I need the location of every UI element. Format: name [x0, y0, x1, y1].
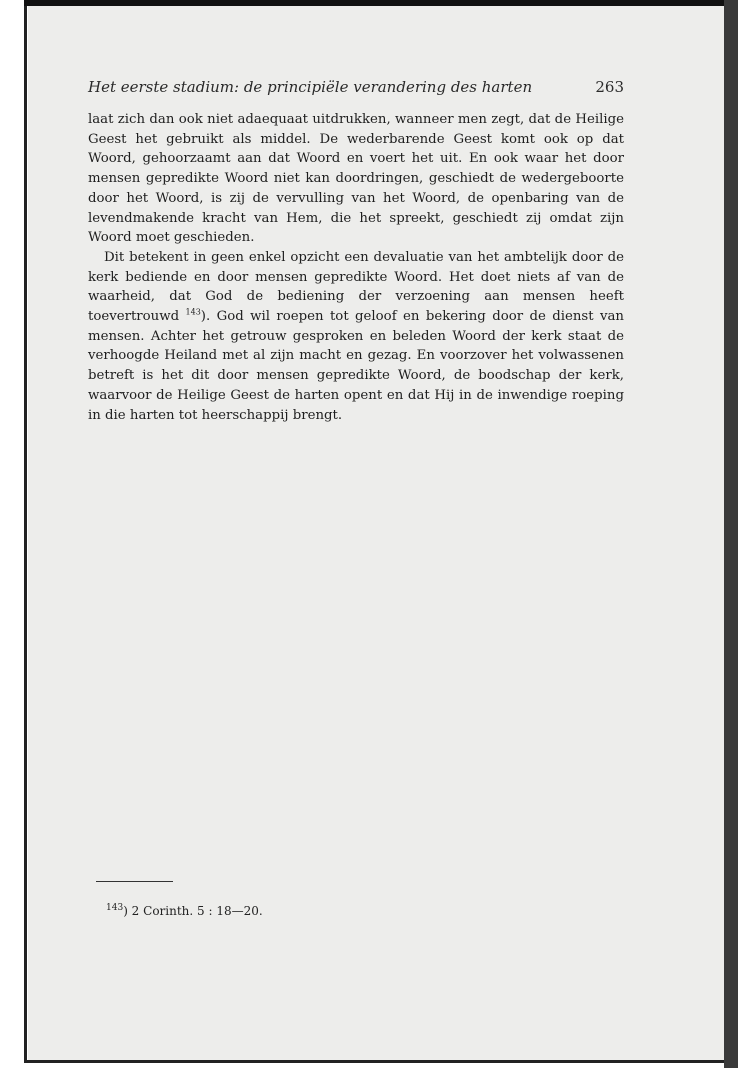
- footnote-text: ) 2 Corinth. 5 : 18—20.: [123, 904, 263, 918]
- paragraph-2: [88, 248, 624, 425]
- page-number: 263: [595, 78, 624, 96]
- running-head: [88, 78, 624, 102]
- footnote-rule: [96, 881, 173, 882]
- paragraph-2-part-1: Dit betekent in geen enkel opzicht een devaluatie van het ambtelijk door de kerk bediende en door mensen gepredikte Woord. Het doet niets af van de waarheid, dat God de bediening der verzoening aan mensen heeft toevertrouwd: [88, 249, 624, 325]
- paragraph-2-part-2: ). God wil roepen tot geloof en bekering door de dienst van mensen. Achter het getrouw gesproken en beleden Woord der kerk staat de verhoogde Heiland met al zijn macht en gezag. En voorzover het volwassenen betreft is het dit door mensen gepredikte Woord, de boodschap der kerk, waarvoor de Heilige Geest de harten opent en dat Hij in de inwendige roeping in die harten tot heerschappij brengt.: [88, 309, 624, 423]
- footnote: [106, 904, 263, 918]
- book-page: [28, 6, 724, 1060]
- running-title: Het eerste stadium: de principiële verandering des harten: [88, 78, 533, 96]
- footnote-number: 143: [106, 903, 124, 913]
- scan-right-edge: [724, 0, 738, 1068]
- scan-left-margin: [0, 0, 24, 1068]
- body-text: [88, 110, 624, 425]
- footnote-reference: 143: [185, 307, 201, 317]
- paragraph-1: laat zich dan ook niet adaequaat uitdrukken, wanneer men zegt, dat de Heilige Geest het gebruikt als middel. De wederbarende Geest komt ook op dat Woord, gehoorzaamt aan dat Woord en voert het uit. En ook waar het door mensen gepredikte Woord niet kan doordringen, geschiedt de wedergeboorte door het Woord, is zij de vervulling van het Woord, de openbaring van de levendmakende kracht van Hem, die het spreekt, geschiedt zij omdat zijn Woord moet geschieden.: [88, 112, 624, 246]
- scan-bottom-edge: [24, 1060, 724, 1063]
- scan-left-edge: [24, 6, 27, 1060]
